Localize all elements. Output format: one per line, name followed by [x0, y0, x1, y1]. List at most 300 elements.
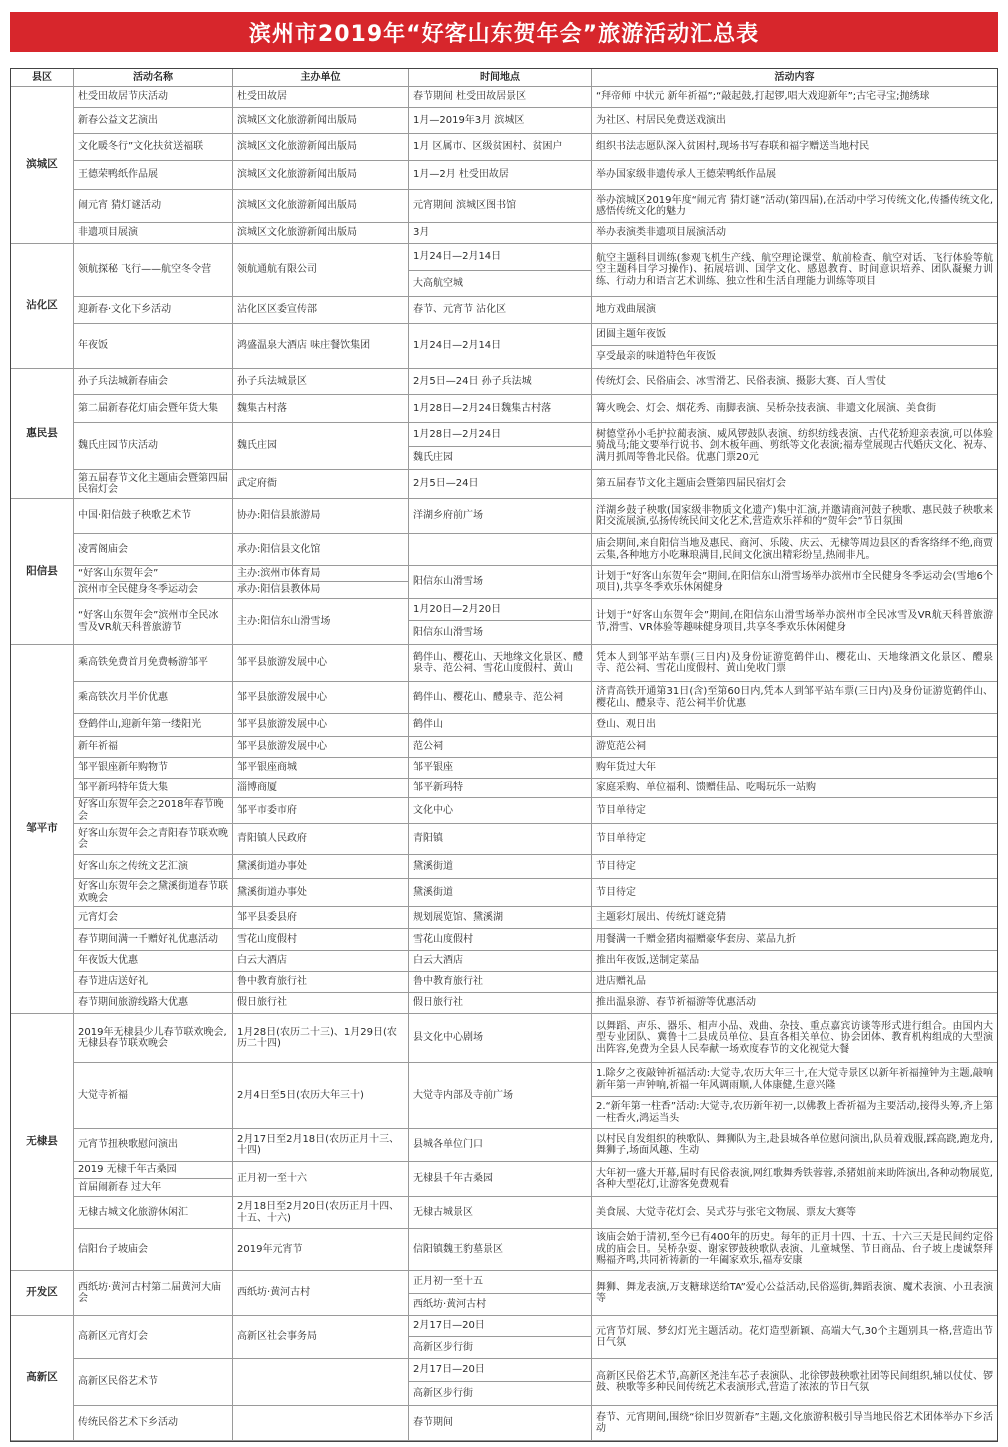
- time-cell: [409, 190, 592, 223]
- content-cell-text: 树德堂孙小毛护拉蔺表演、威风锣鼓队表演、纺织纺线表演、古代花轿迎亲表演,可以体验骑战马;能文要举行说书、剑木板年画、剪纸等文化表演;福寿堂展现古代婚庆文化、祝寿、满月抓周等鲁北民俗。优惠门票20元: [596, 428, 993, 463]
- content-cell-text: 组织书法志愿队深入贫困村,现场书写春联和福字赠送当地村民: [596, 141, 870, 153]
- content-cell: [592, 161, 997, 190]
- district-cell: [11, 244, 74, 369]
- activity-name-cell: [74, 951, 233, 972]
- host-cell: [233, 395, 409, 423]
- header-district: [11, 69, 74, 87]
- time-cell: [409, 1129, 592, 1162]
- activity-name-cell-text: 第五届春节文化主题庙会暨第四届民宿灯会: [78, 472, 228, 495]
- time-cell-text: 县城各单位门口: [413, 1139, 483, 1151]
- content-cell-text: 游览范公祠: [596, 741, 646, 753]
- time-cell: [409, 1014, 592, 1063]
- host-cell-text: 淄博商厦: [237, 782, 277, 794]
- activity-name-cell: [74, 972, 233, 993]
- time-cell-text: 魏氏庄园: [413, 452, 453, 464]
- activity-name-cell-text: 2019年无棣县少儿春节联欢晚会,无棣县春节联欢晚会: [78, 1026, 227, 1049]
- activity-name-cell: [74, 645, 233, 682]
- content-cell: [592, 1359, 997, 1406]
- host-cell-text: 邹平县旅游发展中心: [237, 657, 327, 669]
- content-cell-text: 享受最亲的味道特色年夜饭: [596, 351, 716, 363]
- activity-name-cell: [74, 824, 233, 855]
- host-cell: [233, 423, 409, 470]
- host-cell: [233, 161, 409, 190]
- time-cell-text: 文化中心: [413, 804, 453, 816]
- header-host: [233, 69, 409, 87]
- activity-name-cell: [74, 1063, 233, 1129]
- host-cell-text: 2月18日至2月20日(农历正月十四、十五、十六): [237, 1201, 400, 1224]
- host-cell: [233, 855, 409, 879]
- host-cell-text: 假日旅行社: [237, 997, 287, 1009]
- activity-name-cell-text: 乘高铁次月半价优惠: [78, 691, 168, 703]
- host-cell: [233, 907, 409, 929]
- time-cell-text: 邹平新玛特: [413, 782, 463, 794]
- content-cell-text: 该庙会始于清初,至今已有400年的历史。每年的正月十四、十五、十六三天是民间约定俗成的庙会日。吴桥杂耍、谢家锣鼓秧歌队表演、儿童城堡、节日商品、台子坡上虔诚祭拜赐福齐鸣,共同祈祷新的一年阖家欢乐,福寿安康: [596, 1232, 993, 1267]
- time-cell-text: 1月20日—2月20日: [413, 603, 502, 615]
- time-cell: [409, 324, 592, 369]
- time-cell-text: 雪花山度假村: [413, 933, 473, 945]
- header-content-text: 活动内容: [774, 71, 815, 83]
- activity-name-cell: [74, 582, 233, 599]
- time-cell-text: 2月5日—24日 孙子兵法城: [413, 375, 532, 387]
- district-cell-text: 开发区: [26, 1286, 58, 1299]
- content-cell: [592, 779, 997, 798]
- activity-name-cell: [74, 190, 233, 223]
- time-cell: [409, 798, 592, 824]
- host-cell: [233, 824, 409, 855]
- activity-name-cell-text: 2019 无棣千年古桑园: [78, 1164, 177, 1176]
- time-cell-text: 大觉寺内部及寺前广场: [413, 1089, 513, 1101]
- content-cell-text: 传统灯会、民俗庙会、冰雪滑艺、民俗表演、摄影大赛、百人雪仗: [596, 375, 886, 387]
- time-cell-text: 西纸坊·黄河古村: [413, 1298, 487, 1310]
- content-cell: [592, 566, 997, 599]
- time-cell: [409, 423, 592, 447]
- host-cell: [233, 972, 409, 993]
- time-cell-text: 黛溪街道: [413, 886, 453, 898]
- activity-name-cell: [74, 682, 233, 714]
- activity-name-cell: [74, 855, 233, 879]
- time-cell-text: 元宵期间 滨城区图书馆: [413, 200, 517, 212]
- time-cell-text: 春节期间 杜受田故居景区: [413, 91, 527, 103]
- time-cell-text: 1月28日—2月24日: [413, 428, 502, 440]
- time-cell-text: 2月17日—20日: [413, 1364, 485, 1376]
- content-cell-text: 庙会期间,来自阳信当地及惠民、商河、乐陵、庆云、无棣等周边县区的香客络绎不绝,商贾云集,各种地方小吃琳琅满目,民间文化演出精彩纷呈,热闹非凡。: [596, 538, 993, 561]
- host-cell: [233, 297, 409, 324]
- time-cell-text: 青阳镇: [413, 833, 443, 845]
- content-cell: [592, 929, 997, 951]
- page-title: [10, 12, 998, 52]
- time-cell: [409, 1063, 592, 1129]
- host-cell: [233, 1229, 409, 1271]
- header-name-text: 活动名称: [133, 71, 173, 83]
- activity-name-cell-text: 文化暖冬行”文化扶贫送福联: [78, 141, 204, 153]
- content-cell: [592, 599, 997, 645]
- content-cell-text: 凭本人到邹平站车票(三日内)及身份证游览鹤伴山、樱花山、天地缘酒文化景区、醴泉寺、范公祠、雪花山度假村、黄山免收门票: [596, 651, 993, 674]
- time-cell-text: 县文化中心剧场: [413, 1032, 483, 1044]
- content-cell: [592, 346, 997, 369]
- time-cell: [409, 1271, 592, 1294]
- host-cell-text: 邹平县旅游发展中心: [237, 719, 327, 731]
- content-cell: [592, 423, 997, 470]
- time-cell-text: 高新区步行街: [413, 1341, 473, 1353]
- content-cell: [592, 1014, 997, 1063]
- activity-name-cell: [74, 1316, 233, 1359]
- content-cell-text: 举办国家级非遗传承人王德荣鸭纸作品展: [596, 169, 776, 181]
- time-cell-text: 阳信东山滑雪场: [413, 626, 483, 638]
- content-cell: [592, 1406, 997, 1441]
- content-cell-text: 推出年夜饭,送制定菜品: [596, 955, 700, 967]
- district-cell-text: 无棣县: [26, 1135, 58, 1148]
- content-cell: [592, 87, 997, 108]
- host-cell-text: 滨城区文化旅游新闻出版局: [237, 141, 357, 153]
- content-cell-text: 用餐满一千赠金猪肉福赠豪华套房、菜品九折: [596, 933, 796, 945]
- content-cell: [592, 134, 997, 161]
- content-cell: [592, 470, 997, 499]
- activity-name-cell-text: 领航探秘 飞行——航空冬令营: [78, 264, 212, 276]
- time-cell: [409, 1382, 592, 1406]
- activity-name-cell-text: 邹平新玛特年货大集: [78, 782, 168, 794]
- time-cell: [409, 907, 592, 929]
- content-cell-text: 以舞蹈、声乐、器乐、相声小品、戏曲、杂技、重点嘉宾访谈等形式进行组合。由国内大型专业团队、冀鲁十二县成员单位、县直各相关单位、协会团体、教育机构组成的大型演出阵容,免费为全县人民奉献一场欢度春节的文化视觉大餐: [596, 1020, 993, 1055]
- host-cell-text: 邹平银座商城: [237, 762, 297, 774]
- host-cell-text: 魏集古村落: [237, 402, 287, 414]
- host-cell-text: 白云大酒店: [237, 955, 287, 967]
- host-cell: [233, 108, 409, 134]
- content-cell-text: 举办表演类非遗项目展演活动: [596, 227, 726, 239]
- time-cell-text: 邹平银座: [413, 762, 453, 774]
- time-cell: [409, 134, 592, 161]
- host-cell-text: 高新区社会事务局: [237, 1331, 317, 1343]
- time-cell: [409, 645, 592, 682]
- time-cell: [409, 395, 592, 423]
- host-cell-text: 邹平市委市府: [237, 804, 297, 816]
- header-time-text: 时间地点: [480, 71, 520, 83]
- activity-name-cell: [74, 108, 233, 134]
- host-cell: [233, 1271, 409, 1316]
- host-cell-text: 武定府衙: [237, 478, 277, 490]
- content-cell-text: 以村民自发组织的秧歌队、舞狮队为主,赴县城各单位慰问演出,队员着戏服,踩高跷,跑龙舟,舞狮子,场面风趣、生动: [596, 1133, 993, 1156]
- host-cell: [233, 1063, 409, 1129]
- activity-name-cell-text: 春节期间旅游线路大优惠: [78, 997, 188, 1009]
- activity-name-cell: [74, 1271, 233, 1316]
- district-cell-text: 邹平市: [26, 822, 58, 835]
- host-cell-text: 正月初一至十六: [237, 1173, 307, 1185]
- host-cell: [233, 993, 409, 1014]
- activity-name-cell: [74, 499, 233, 534]
- activity-name-cell-text: 大觉寺祈福: [78, 1089, 128, 1101]
- host-cell: [233, 1359, 409, 1406]
- content-cell-text: 团圆主题年夜饭: [596, 328, 666, 340]
- header-name: [74, 69, 233, 87]
- host-cell: [233, 1014, 409, 1063]
- district-cell: [11, 645, 74, 1014]
- activity-name-cell-text: “好客山东贺年会”滨州市全民冰雪及VR航天科普旅游节: [78, 610, 219, 633]
- time-cell-text: 无棣古城景区: [413, 1206, 473, 1218]
- host-cell-text: 邹平县委县府: [237, 911, 297, 923]
- time-cell-text: 大高航空城: [413, 277, 463, 289]
- time-cell: [409, 599, 592, 621]
- header-content: [592, 69, 997, 87]
- host-cell-text: 领航通航有限公司: [237, 264, 317, 276]
- content-cell-text: “拜帝师 中状元 新年祈福”;“敲起鼓,打起锣,唱大戏迎新年”;古宅寻宝;抛绣球: [596, 91, 930, 103]
- activity-name-cell-text: 高新区民俗艺术节: [78, 1376, 158, 1388]
- activity-name-cell: [74, 423, 233, 470]
- district-cell: [11, 1271, 74, 1316]
- time-cell: [409, 566, 592, 599]
- district-cell: [11, 369, 74, 499]
- activity-name-cell: [74, 599, 233, 645]
- activity-name-cell: [74, 993, 233, 1014]
- activity-name-cell-text: 闹元宵 猜灯谜活动: [78, 200, 162, 212]
- activity-name-cell: [74, 714, 233, 737]
- activity-name-cell-text: 杜受田故居节庆活动: [78, 91, 168, 103]
- content-cell: [592, 855, 997, 879]
- time-cell-text: 高新区步行街: [413, 1387, 473, 1399]
- activity-name-cell: [74, 369, 233, 395]
- content-cell: [592, 1063, 997, 1097]
- host-cell-text: 2019年元宵节: [237, 1243, 303, 1255]
- host-cell-text: 滨城区文化旅游新闻出版局: [237, 200, 357, 212]
- time-cell: [409, 1337, 592, 1359]
- host-cell: [233, 1162, 409, 1197]
- host-cell: [233, 244, 409, 297]
- host-cell: [233, 499, 409, 534]
- time-cell-text: 鲁中教育旅行社: [413, 976, 483, 988]
- activity-name-cell-text: 好客山东之传统文艺汇演: [78, 860, 188, 872]
- host-cell: [233, 1406, 409, 1441]
- host-cell: [233, 737, 409, 758]
- content-cell: [592, 1197, 997, 1229]
- host-cell: [233, 324, 409, 369]
- time-cell-text: 1月—2月 杜受田故居: [413, 169, 509, 181]
- time-cell-text: 鹤伴山、樱花山、天地缘文化景区、醴泉寺、范公祠、雪花山度假村、黄山: [413, 651, 583, 674]
- time-cell: [409, 470, 592, 499]
- activity-name-cell-text: 迎新春·文化下乡活动: [78, 304, 172, 316]
- activity-name-cell-text: 魏氏庄园节庆活动: [78, 440, 158, 452]
- content-cell-text: 1.除夕之夜敲钟祈福活动:大觉寺,农历大年三十,在大觉寺景区以新年祈福撞钟为主题,敲响新年第一声钟响,祈福一年风调雨顺,人体康健,生意兴隆: [596, 1068, 993, 1091]
- time-cell: [409, 1162, 592, 1197]
- host-cell: [233, 1197, 409, 1229]
- time-cell-text: 鹤伴山: [413, 719, 443, 731]
- content-cell: [592, 324, 997, 346]
- time-cell-text: 2月5日—24日: [413, 478, 479, 490]
- content-cell: [592, 1229, 997, 1271]
- host-cell: [233, 1316, 409, 1359]
- activity-name-cell-text: 春节进店送好礼: [78, 976, 148, 988]
- time-cell-text: 洋湖乡府前广场: [413, 510, 483, 522]
- activity-name-cell: [74, 470, 233, 499]
- content-cell: [592, 1097, 997, 1129]
- content-cell: [592, 824, 997, 855]
- time-cell-text: 范公祠: [413, 741, 443, 753]
- activity-name-cell-text: 邹平银座新年购物节: [78, 762, 168, 774]
- activity-name-cell: [74, 1014, 233, 1063]
- content-cell: [592, 223, 997, 244]
- time-cell-text: 春节、元宵节 沾化区: [413, 304, 507, 316]
- host-cell-text: 鸿盛温泉大酒店 味庄餐饮集团: [237, 340, 371, 352]
- content-cell: [592, 714, 997, 737]
- content-cell-text: 2.“新年第一柱香”活动:大觉寺,农历新年初一,以佛教上香祈福为主要活动,接得头筹,齐上第一柱香火,鸿运当头: [596, 1101, 993, 1124]
- time-cell: [409, 223, 592, 244]
- activity-name-cell: [74, 297, 233, 324]
- activity-name-cell: [74, 244, 233, 297]
- time-cell: [409, 297, 592, 324]
- content-cell-text: 购年货过大年: [596, 762, 656, 774]
- activity-name-cell: [74, 1197, 233, 1229]
- content-cell-text: 家庭采购、单位福利、馈赠佳品、吃喝玩乐一站购: [596, 782, 816, 794]
- time-cell: [409, 879, 592, 907]
- host-cell-text: 滨城区文化旅游新闻出版局: [237, 169, 357, 181]
- time-cell: [409, 1294, 592, 1316]
- host-cell-text: 滨城区文化旅游新闻出版局: [237, 227, 357, 239]
- host-cell-text: 孙子兵法城景区: [237, 375, 307, 387]
- content-cell: [592, 879, 997, 907]
- time-cell: [409, 779, 592, 798]
- activity-name-cell-text: “好客山东贺年会”: [78, 567, 159, 579]
- host-cell: [233, 470, 409, 499]
- time-cell: [409, 993, 592, 1014]
- content-cell-text: 登山、观日出: [596, 719, 656, 731]
- content-cell-text: 为社区、村居民免费送戏演出: [596, 114, 726, 126]
- host-cell: [233, 779, 409, 798]
- activity-name-cell: [74, 161, 233, 190]
- activity-name-cell-text: 春节期间满一千赠好礼优惠活动: [78, 933, 218, 945]
- host-cell: [233, 190, 409, 223]
- host-cell: [233, 599, 409, 645]
- host-cell: [233, 566, 409, 582]
- activity-name-cell-text: 乘高铁免费首月免费畅游邹平: [78, 657, 208, 669]
- content-cell-text: 第五届春节文化主题庙会暨第四届民宿灯会: [596, 478, 786, 490]
- time-cell: [409, 1229, 592, 1271]
- header-time: [409, 69, 592, 87]
- host-cell-text: 1月28日(农历二十三)、1月29日(农历二十四): [237, 1026, 397, 1049]
- content-cell-text: 济青高铁开通第31日(含)至第60日内,凭本人到邹平站车票(三日内)及身份证游览鹤伴山、樱花山、醴泉寺、范公祠半价优惠: [596, 686, 993, 709]
- district-cell: [11, 499, 74, 645]
- district-cell-text: 阳信县: [26, 564, 58, 577]
- time-cell: [409, 271, 592, 297]
- host-cell: [233, 645, 409, 682]
- host-cell: [233, 758, 409, 779]
- time-cell: [409, 682, 592, 714]
- activity-name-cell: [74, 1406, 233, 1441]
- host-cell-text: 邹平县旅游发展中心: [237, 741, 327, 753]
- activity-name-cell-text: 王德荣鸭纸作品展: [78, 169, 158, 181]
- content-cell: [592, 1129, 997, 1162]
- content-cell: [592, 534, 997, 566]
- content-cell-text: 推出温泉游、春节祈福游等优惠活动: [596, 997, 756, 1009]
- time-cell-text: 春节期间: [413, 1417, 453, 1429]
- host-cell: [233, 951, 409, 972]
- activity-name-cell: [74, 223, 233, 244]
- page-title-text: 滨州市2019年“好客山东贺年会”旅游活动汇总表: [248, 21, 760, 47]
- time-cell-text: 阳信东山滑雪场: [413, 576, 483, 588]
- district-cell: [11, 1014, 74, 1271]
- activity-name-cell-text: 元宵灯会: [78, 911, 118, 923]
- host-cell: [233, 134, 409, 161]
- activity-name-cell-text: 好客山东贺年会之2018年春节晚会: [78, 799, 224, 822]
- content-cell-text: 举办滨城区2019年度“闹元宵 猜灯谜”活动(第四届),在活动中学习传统文化,传播传统文化,感悟传统文化的魅力: [596, 194, 993, 217]
- activity-name-cell: [74, 907, 233, 929]
- content-cell: [592, 737, 997, 758]
- content-cell: [592, 297, 997, 324]
- time-cell-text: 1月 区属市、区级贫困村、贫困户: [413, 141, 563, 153]
- content-cell-text: 计划于“好客山东贺年会”期间,在阳信东山滑雪场举办滨州市全民冰雪及VR航天科普旅游节,滑雪、VR体验等趣味健身项目,共享冬季欢乐休闲健身: [596, 610, 993, 633]
- content-cell: [592, 499, 997, 534]
- host-cell-text: 黛溪街道办事处: [237, 886, 307, 898]
- activity-name-cell-text: 滨州市全民健身冬季运动会: [78, 584, 198, 596]
- content-cell: [592, 369, 997, 395]
- content-cell-text: 舞狮、舞龙表演,万支糖球送给TA”爱心公益活动,民俗巡街,舞蹈表演、魔术表演、小丑表演等: [596, 1281, 993, 1304]
- host-cell-text: 2月17日至2月18日(农历正月十三、十四): [237, 1133, 400, 1156]
- time-cell: [409, 1359, 592, 1382]
- time-cell: [409, 824, 592, 855]
- activity-name-cell-text: 新年祈福: [78, 741, 118, 753]
- time-cell-text: 白云大酒店: [413, 955, 463, 967]
- content-cell-text: 美食展、大觉寺花灯会、吴式芬与张宅文物展、票友大赛等: [596, 1206, 856, 1218]
- content-cell: [592, 395, 997, 423]
- time-cell-text: 1月—2019年3月 滨城区: [413, 114, 525, 126]
- activity-name-cell: [74, 87, 233, 108]
- district-cell-text: 滨城区: [26, 158, 58, 171]
- content-cell-text: 篝火晚会、灯会、烟花秀、南脚表演、吴桥杂技表演、非遗文化展演、美食街: [596, 402, 936, 414]
- host-cell-text: 协办:阳信县旅游局: [237, 510, 321, 522]
- activity-name-cell: [74, 929, 233, 951]
- content-cell: [592, 993, 997, 1014]
- activity-name-cell: [74, 798, 233, 824]
- host-cell: [233, 929, 409, 951]
- content-cell: [592, 682, 997, 714]
- activity-name-cell-text: 孙子兵法城新春庙会: [78, 375, 168, 387]
- district-cell-text: 惠民县: [26, 426, 58, 439]
- host-cell: [233, 582, 409, 599]
- time-cell: [409, 621, 592, 645]
- activity-name-cell-text: 信阳台子坡庙会: [78, 1243, 148, 1255]
- host-cell-text: 主办:滨州市体育局: [237, 567, 321, 579]
- time-cell: [409, 108, 592, 134]
- time-cell-text: 黛溪街道: [413, 860, 453, 872]
- host-cell: [233, 369, 409, 395]
- time-cell: [409, 929, 592, 951]
- time-cell: [409, 244, 592, 271]
- content-cell: [592, 907, 997, 929]
- content-cell-text: 春节、元宵期间,围绕“徐旧岁贺新春”主题,文化旅游积极引导当地民俗艺术团体举办下乡活动: [596, 1411, 993, 1434]
- activity-name-cell-text: 新春公益文艺演出: [78, 114, 158, 126]
- time-cell: [409, 1197, 592, 1229]
- host-cell: [233, 87, 409, 108]
- host-cell: [233, 714, 409, 737]
- content-cell-text: 主题彩灯展出、传统灯谜竞猜: [596, 911, 726, 923]
- host-cell-text: 青阳镇人民政府: [237, 833, 307, 845]
- content-cell-text: 进店赠礼品: [596, 976, 646, 988]
- time-cell: [409, 951, 592, 972]
- district-cell: [11, 87, 74, 244]
- time-cell: [409, 161, 592, 190]
- content-cell: [592, 1162, 997, 1197]
- time-cell: [409, 1316, 592, 1337]
- header-host-text: 主办单位: [300, 71, 341, 83]
- activity-name-cell-text: 首届闹新春 过大年: [78, 1181, 162, 1193]
- host-cell-text: 雪花山度假村: [237, 933, 297, 945]
- host-cell-text: 主办:阳信东山滑雪场: [237, 615, 331, 627]
- activity-name-cell: [74, 566, 233, 582]
- time-cell: [409, 534, 592, 566]
- activity-name-cell-text: 西纸坊·黄河古村第二届黄河大庙会: [78, 1281, 222, 1304]
- time-cell-text: 3月: [413, 227, 430, 239]
- activity-summary-table: [10, 68, 998, 1442]
- activity-name-cell-text: 登鹤伴山,迎新年第一缕阳光: [78, 719, 202, 731]
- district-cell: [11, 1316, 74, 1441]
- activity-name-cell: [74, 879, 233, 907]
- time-cell: [409, 87, 592, 108]
